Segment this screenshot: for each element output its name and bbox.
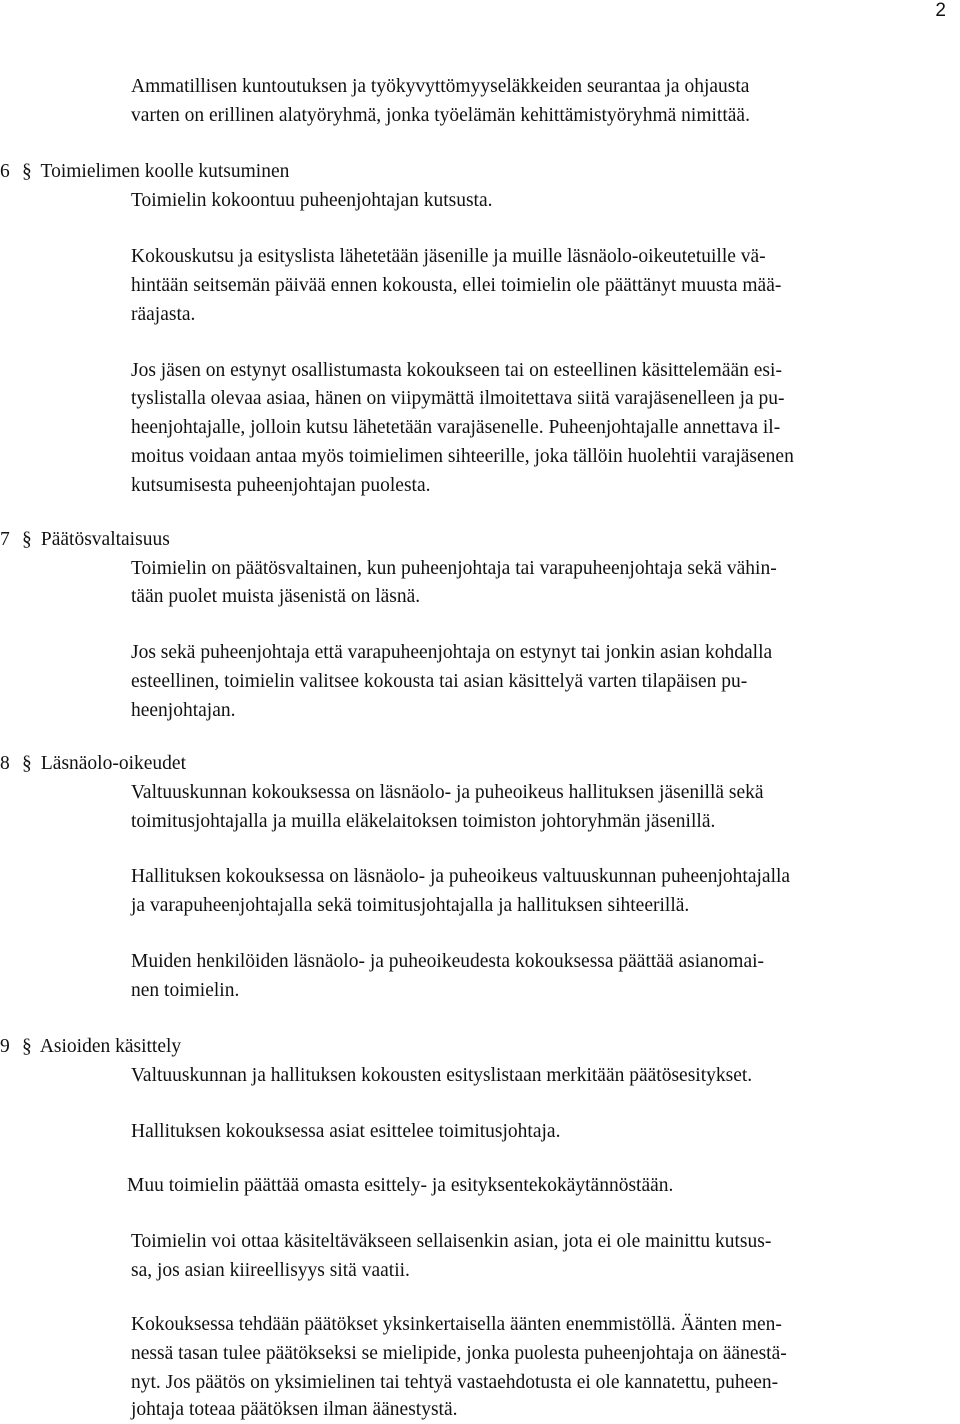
paragraph-line: Jos sekä puheenjohtaja että varapuheenjohtaja on estynyt tai jonkin asian kohdalla bbox=[131, 642, 773, 663]
paragraph-line: Toimielin voi ottaa käsiteltäväkseen sellaisenkin asian, jota ei ole mainittu kutsus- bbox=[131, 1231, 772, 1252]
paragraph-line: Kokouskutsu ja esityslista lähetetään jäsenille ja muille läsnäolo-oikeutetuille vä- bbox=[131, 246, 766, 267]
paragraph-line: ja varapuheenjohtajalla sekä toimitusjohtajalla ja hallituksen sihteerillä. bbox=[131, 895, 690, 916]
paragraph-line: Jos jäsen on estynyt osallistumasta kokoukseen tai on esteellinen käsittelemään esi- bbox=[131, 360, 782, 381]
paragraph-line: nyt. Jos päätös on yksimielinen tai tehtyä vastaehdotusta ei ole kannatettu, puheen- bbox=[131, 1372, 779, 1393]
section-symbol: § bbox=[22, 161, 32, 182]
paragraph-line: nen toimielin. bbox=[131, 980, 240, 1001]
paragraph-line: Hallituksen kokouksessa on läsnäolo- ja puheoikeus valtuuskunnan puheenjohtajalla bbox=[131, 866, 791, 887]
paragraph-line: tyslistalla olevaa asiaa, hänen on viipymättä ilmoitettava siitä varajäsenelleen ja pu- bbox=[131, 388, 785, 409]
paragraph-line: heenjohtajalle, jolloin kutsu lähetetään varajäsenelle. Puheenjohtajalle annettava il- bbox=[131, 417, 781, 438]
section-symbol: § bbox=[22, 1036, 32, 1057]
section-title: Läsnäolo-oikeudet bbox=[40, 753, 186, 774]
section-number: 7 bbox=[0, 529, 10, 550]
paragraph-line: sa, jos asian kiireellisyys sitä vaatii. bbox=[131, 1260, 410, 1281]
section-heading-8 bbox=[0, 752, 186, 776]
paragraph-line: räajasta. bbox=[131, 304, 196, 325]
paragraph-line: tään puolet muista jäsenistä on läsnä. bbox=[131, 586, 421, 607]
paragraph-line: kutsumisesta puheenjohtajan puolesta. bbox=[131, 475, 431, 496]
paragraph-line: Muiden henkilöiden läsnäolo- ja puheoikeudesta kokouksessa päättää asianomai- bbox=[131, 951, 765, 972]
section-number: 8 bbox=[0, 753, 10, 774]
paragraph-line: Hallituksen kokouksessa asiat esittelee toimitusjohtaja. bbox=[131, 1121, 561, 1142]
section-number: 9 bbox=[0, 1036, 10, 1057]
section-heading-7 bbox=[0, 528, 170, 552]
section-symbol: § bbox=[22, 529, 32, 550]
intro-line: Ammatillisen kuntoutuksen ja työkyvyttömyyseläkkeiden seurantaa ja ohjausta bbox=[131, 76, 750, 97]
section-heading-9 bbox=[0, 1035, 181, 1059]
section-symbol: § bbox=[22, 753, 32, 774]
intro-line: varten on erillinen alatyöryhmä, jonka työelämän kehittämistyöryhmä nimittää. bbox=[131, 105, 750, 126]
paragraph-line: Valtuuskunnan kokouksessa on läsnäolo- ja puheoikeus hallituksen jäsenillä sekä bbox=[131, 782, 764, 803]
paragraph-line: moitus voidaan antaa myös toimielimen sihteerille, joka tällöin huolehtii varajäsenen bbox=[131, 446, 794, 467]
section-title: Toimielimen koolle kutsuminen bbox=[40, 161, 290, 182]
paragraph-line: Toimielin kokoontuu puheenjohtajan kutsusta. bbox=[131, 190, 493, 211]
paragraph-line: esteellinen, toimielin valitsee kokousta tai asian käsittelyä varten tilapäisen pu- bbox=[131, 671, 748, 692]
paragraph-line: nessä tasan tulee päätökseksi se mielipide, jonka puolesta puheenjohtaja on äänestä- bbox=[131, 1343, 787, 1364]
paragraph-line: hintään seitsemän päivää ennen kokousta, ellei toimielin ole päättänyt muusta mää- bbox=[131, 275, 782, 296]
paragraph-line: toimitusjohtajalla ja muilla eläkelaitoksen toimiston johtoryhmän jäsenillä. bbox=[131, 811, 716, 832]
section-heading-6 bbox=[0, 160, 289, 184]
section-number: 6 bbox=[0, 161, 10, 182]
paragraph-line: Muu toimielin päättää omasta esittely- ja esityksentekokäytännöstään. bbox=[127, 1175, 674, 1196]
section-title: Asioiden käsittely bbox=[39, 1036, 182, 1057]
paragraph-line: Valtuuskunnan ja hallituksen kokousten esityslistaan merkitään päätösesitykset. bbox=[131, 1065, 753, 1086]
paragraph-line: Kokouksessa tehdään päätökset yksinkertaisella äänten enemmistöllä. Äänten men- bbox=[131, 1314, 782, 1335]
paragraph-line: heenjohtajan. bbox=[131, 700, 236, 721]
paragraph-line: johtaja toteaa päätöksen ilman äänestystä. bbox=[131, 1399, 458, 1420]
section-title: Päätösvaltaisuus bbox=[40, 529, 170, 550]
paragraph-line: Toimielin on päätösvaltainen, kun puheenjohtaja tai varapuheenjohtaja sekä vähin- bbox=[131, 558, 777, 579]
page-number: 2 bbox=[935, 0, 946, 21]
